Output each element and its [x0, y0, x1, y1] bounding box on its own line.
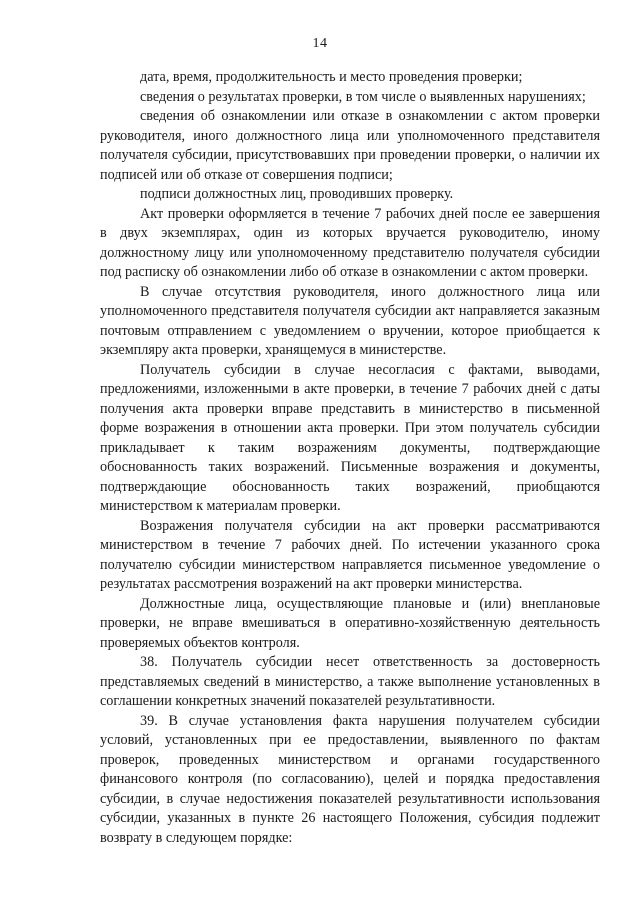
paragraph-item-38: 38. Получатель субсидии несет ответственность за достоверность представляемых сведений в министерство, а также выполнение установленных в соглашении конкретных значений показателей результативности.: [100, 654, 600, 709]
page-number: 14: [312, 36, 328, 51]
document-body: [100, 68, 600, 848]
paragraph-act-issuance: Акт проверки оформляется в течение 7 рабочих дней после ее завершения в двух экземплярах, один из которых вручается руководителю, иному должностному лицу или уполномоченному представителю получателя субсидии под расписку об ознакомлении либо об отказе в ознакомлении с актом проверки.: [100, 205, 600, 280]
paragraph-signatures: подписи должностных лиц, проводивших проверку.: [140, 186, 454, 202]
paragraph-date-time: дата, время, продолжительность и место проведения проверки;: [140, 69, 523, 85]
paragraph-objections: Получатель субсидии в случае несогласия с фактами, выводами, предложениями, изложенными в акте проверки, в течение 7 рабочих дней с даты получения акта проверки вправе представить в министерство в письменной форме возражения в отношении акта проверки. При этом получатель субсидии прикладывает к таким возражениям документы, подтверждающие обоснованность таких возражений. Письменные возражения и документы, подтверждающие обоснованность таких возражений, приобщаются министерством к материалам проверки.: [100, 361, 600, 514]
paragraph-officials-restriction: Должностные лица, осуществляющие плановые и (или) внеплановые проверки, не вправе вмешиваться в оперативно-хозяйственную деятельность проверяемых объектов контроля.: [100, 595, 600, 651]
paragraph-absence-mailing: В случае отсутствия руководителя, иного должностного лица или уполномоченного представителя получателя субсидии акт направляется заказным почтовым отправлением с уведомлением о вручении, которое приобщается к экземпляру акта проверки, хранящемуся в министерстве.: [100, 283, 600, 358]
paragraph-item-39: 39. В случае установления факта нарушения получателем субсидии условий, установленных при ее предоставлении, выявленного по фактам проверок, проведенных министерством и органами государственного финансового контроля (по согласованию), целей и порядка предоставления субсидии, в случае недостижения показателей результативности использования субсидии, указанных в пункте 26 настоящего Положения, субсидия подлежит возврату в следующем порядке:: [100, 712, 600, 846]
paragraph-check-results: сведения о результатах проверки, в том числе о выявленных нарушениях;: [140, 88, 586, 105]
paragraph-objections-review: Возражения получателя субсидии на акт проверки рассматриваются министерством в течение 7 рабочих дней. По истечении указанного срока получателю субсидии министерством направляется письменное уведомление о результатах рассмотрения возражений на акт проверки министерства.: [100, 517, 600, 592]
paragraph-acquaintance: сведения об ознакомлении или отказе в ознакомлении с актом проверки руководителя, иного должностного лица или уполномоченного представителя получателя субсидии, присутствовавших при проведении проверки, о наличии их подписей или об отказе от совершения подписи;: [100, 108, 600, 183]
